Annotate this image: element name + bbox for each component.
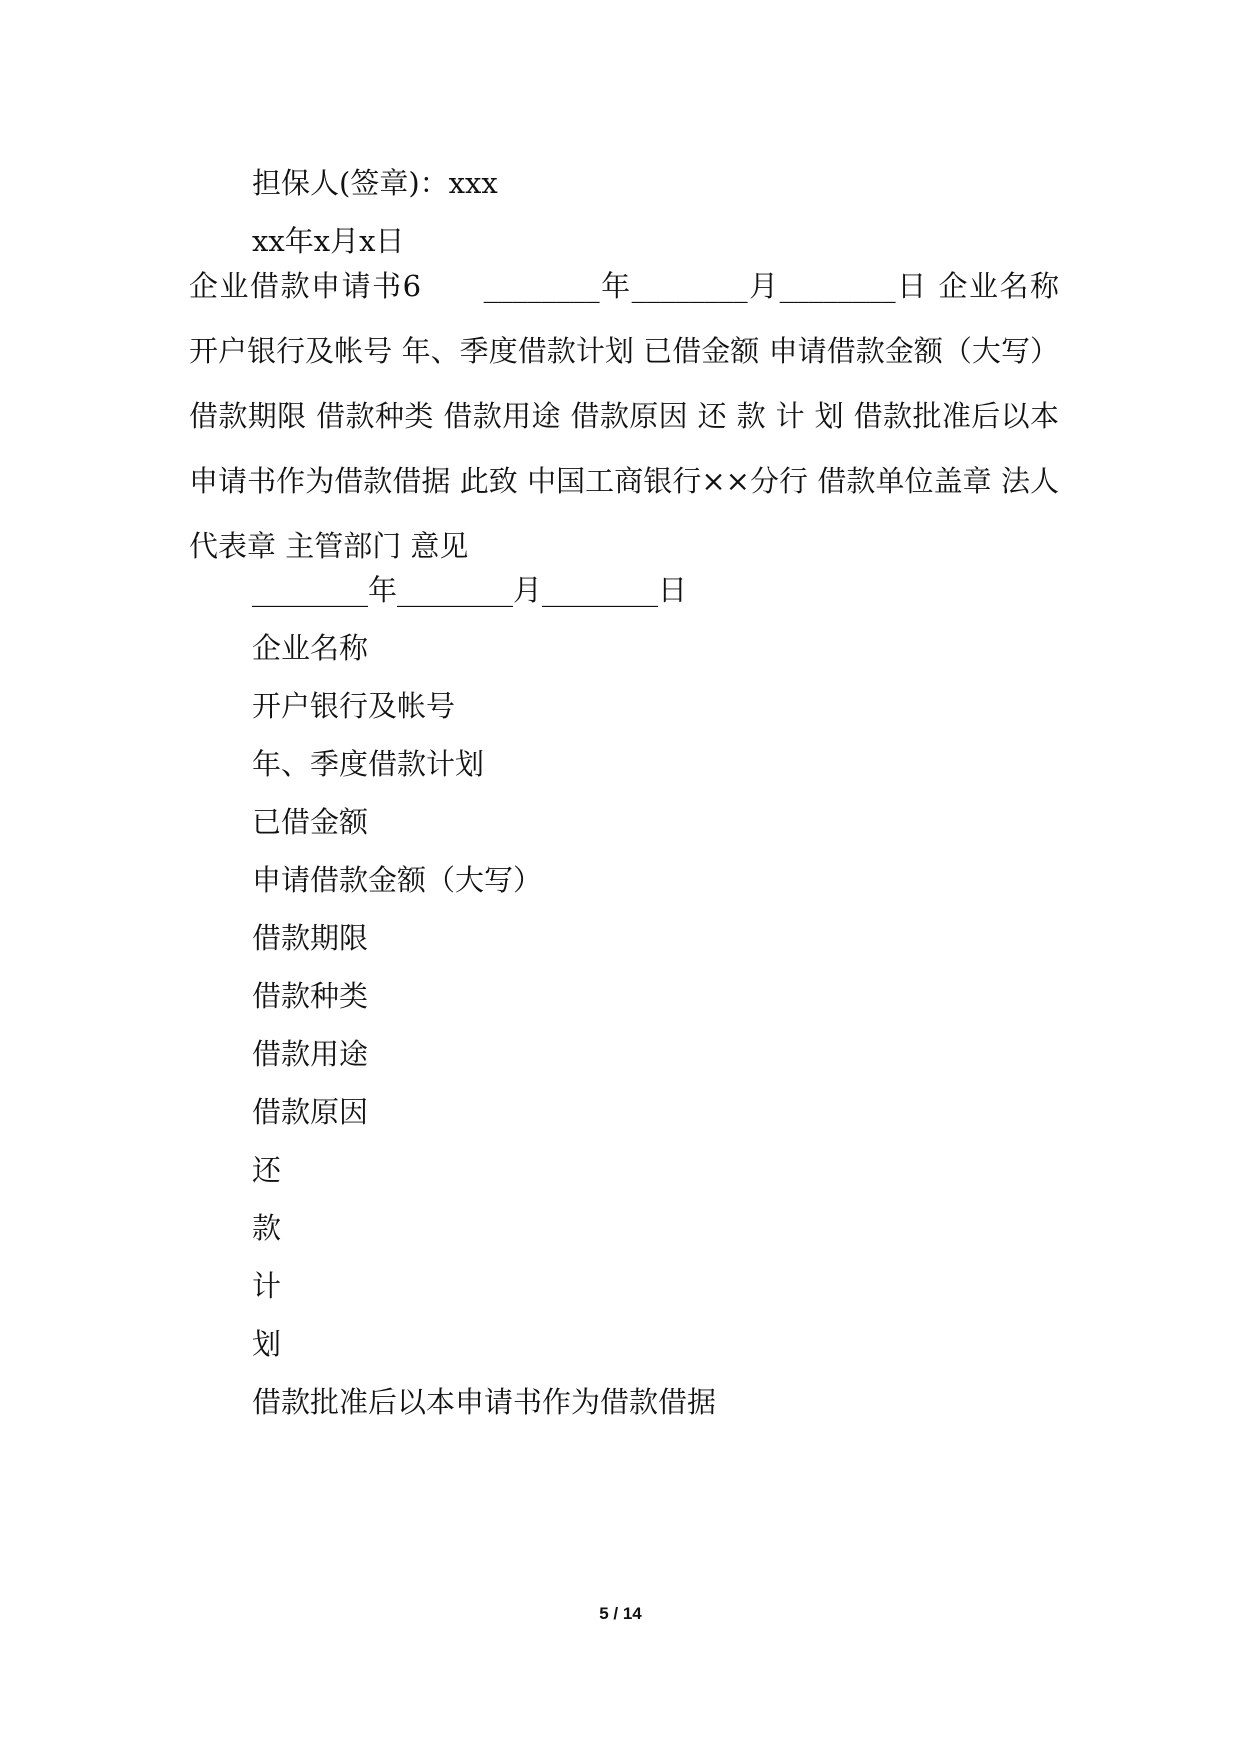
field-item: 年、季度借款计划 bbox=[252, 747, 485, 781]
field-item: 借款用途 bbox=[252, 1037, 369, 1071]
field-item: 借款期限 bbox=[252, 921, 369, 955]
application-paragraph: 企业借款申请书6 ________年________月________日 企业名称 开户银行及帐号 年、季度借款计划 已借金额 申请借款金额（大写） 借款期限 借款种类 借款用途 借款原因 还 款 计 划 借款批准后以本申请书作为借款借据 此致 中国工商银行××分行 借款单位盖章 法人代表章 主管部门 意见 bbox=[189, 269, 1059, 563]
field-item: 计 bbox=[252, 1269, 282, 1303]
field-item: 企业名称 bbox=[252, 631, 369, 665]
guarantor-signature-line: 担保人(签章)：xxx bbox=[252, 166, 498, 200]
guarantor-date-line: xx年x月x日 bbox=[252, 224, 405, 258]
field-item: 开户银行及帐号 bbox=[252, 689, 456, 723]
page-number: 5 / 14 bbox=[599, 1604, 642, 1623]
field-item: 借款原因 bbox=[252, 1095, 369, 1129]
field-item: 还 bbox=[252, 1153, 282, 1187]
field-item: 划 bbox=[252, 1327, 282, 1361]
field-item: 款 bbox=[252, 1211, 282, 1245]
field-item: 已借金额 bbox=[252, 805, 369, 839]
field-item: 借款种类 bbox=[252, 979, 369, 1013]
application-date-line: ________年________月________日 bbox=[252, 573, 688, 607]
field-item: 申请借款金额（大写） bbox=[252, 863, 543, 897]
field-item: 借款批准后以本申请书作为借款借据 bbox=[252, 1385, 717, 1419]
